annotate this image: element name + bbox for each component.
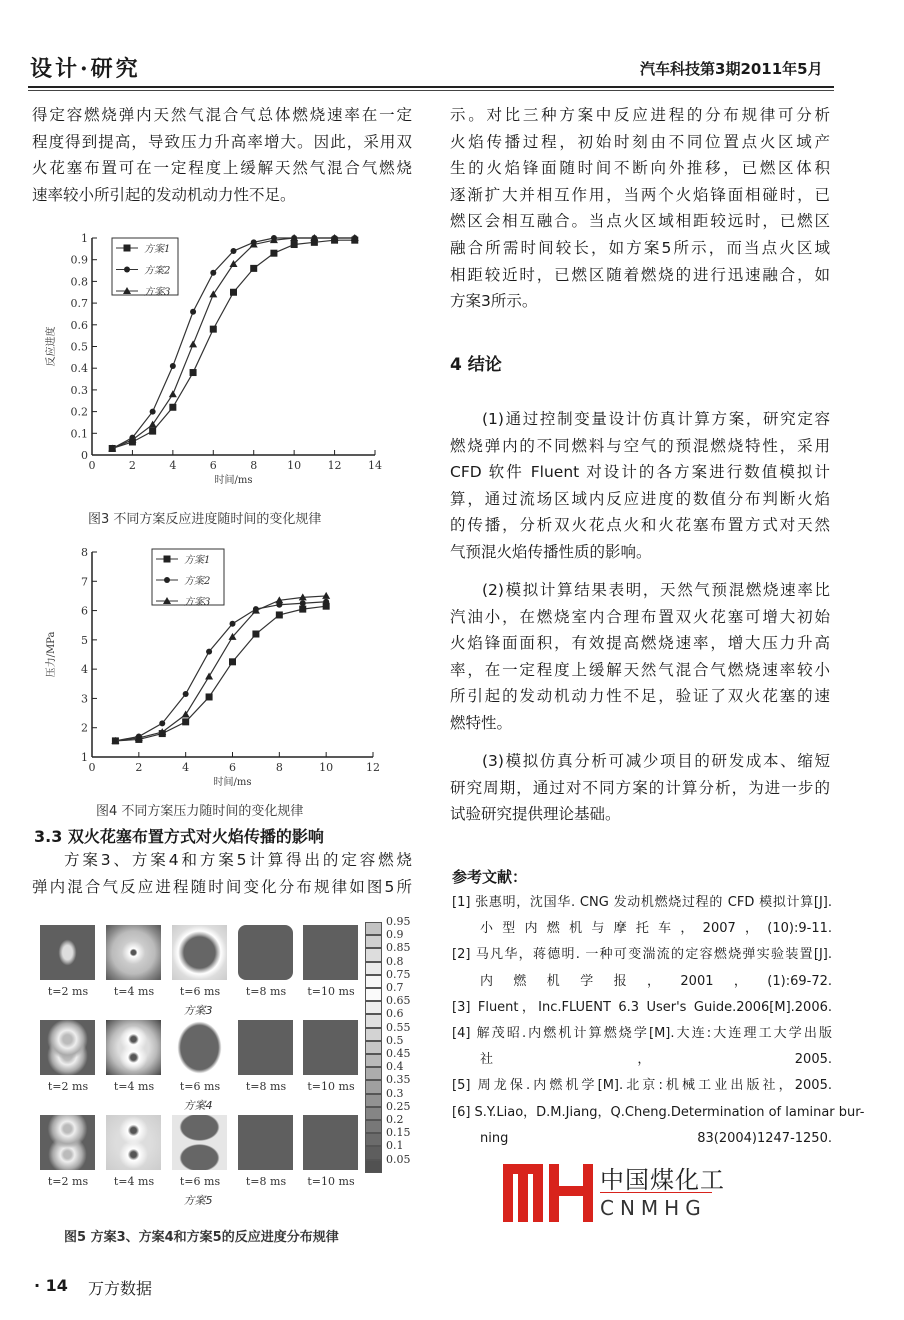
y-tick-label: 0.5 <box>70 340 88 354</box>
y-axis-label: 压力/MPa <box>46 631 57 678</box>
colorbar-swatch <box>365 975 382 988</box>
circle-marker <box>190 309 196 315</box>
conclusion-1 <box>450 406 830 566</box>
time-label: t=10 ms <box>307 1080 355 1093</box>
y-tick-label: 0.2 <box>70 405 88 419</box>
square-marker <box>210 326 217 333</box>
text-line: (2)模拟计算结果表明，天然气预混燃烧速率比 <box>482 581 830 599</box>
time-label: t=6 ms <box>179 1175 221 1188</box>
colorbar-swatch <box>365 1160 382 1173</box>
colorbar-swatch <box>365 1001 382 1014</box>
circle-marker <box>159 720 165 726</box>
text-line: 示。对比三种方案中反应进程的分布规律可分析 <box>450 106 830 124</box>
circle-marker <box>300 600 306 606</box>
reference-line: [4] 解茂昭.内燃机计算燃烧学[M].大连:大连理工大学出版 <box>452 1025 832 1041</box>
text-line: 生的火焰锋面随时间不断向外推移，已燃区体积 <box>450 159 830 178</box>
colorbar-label: 0.3 <box>386 1086 404 1100</box>
reaction-contour-方案4-t=2 ms <box>40 1020 95 1075</box>
reaction-contour-方案5-t=4 ms <box>106 1115 161 1170</box>
y-tick-label: 0.7 <box>70 297 88 311</box>
header-divider <box>28 86 834 88</box>
triangle-marker <box>205 672 213 679</box>
y-axis-label: 反应进度 <box>46 326 57 367</box>
reaction-progress-chart <box>45 225 390 495</box>
scheme-label: 方案4 <box>183 1099 213 1112</box>
y-tick-label: 6 <box>81 604 88 618</box>
x-axis-label: 时间/ms <box>214 475 253 486</box>
x-tick-label: 6 <box>229 761 236 774</box>
triangle-marker <box>209 290 217 297</box>
reaction-contour-方案3-t=6 ms <box>172 925 227 980</box>
y-tick-label: 0.1 <box>70 427 88 441</box>
reaction-contour-方案5-t=6 ms <box>172 1115 227 1170</box>
text-line: 率，在一定程度上缓解天然气混合气燃烧速率较小 <box>450 660 830 679</box>
colorbar-label: 0.75 <box>386 967 411 981</box>
reference-line: [6] S.Y.Liao，D.M.Jiang，Q.Cheng.Determination of laminar bur- <box>452 1104 865 1120</box>
reaction-contour-方案4-t=6 ms <box>172 1020 227 1075</box>
right-paragraph-1 <box>450 102 830 315</box>
x-tick-label: 12 <box>366 761 380 774</box>
square-marker <box>164 556 171 563</box>
square-marker <box>270 250 277 257</box>
time-label: t=2 ms <box>47 1080 89 1093</box>
square-marker <box>124 245 131 252</box>
text-line: 相距较近时，已燃区随着燃烧的进行迅速融合，如 <box>450 265 830 284</box>
watermark-divider <box>600 1192 712 1193</box>
text-line: 燃特性。 <box>450 713 513 732</box>
page-number: · 14 <box>34 1276 68 1295</box>
colorbar-label: 0.35 <box>386 1073 411 1087</box>
circle-marker <box>124 267 130 273</box>
time-label: t=8 ms <box>245 1080 287 1093</box>
reference-line: [1] 张惠明，沈国华. CNG 发动机燃烧过程的 CFD 模拟计算[J]. <box>452 895 832 910</box>
colorbar-swatch <box>365 962 382 975</box>
colorbar-label: 0.65 <box>386 994 411 1008</box>
time-label: t=6 ms <box>179 1080 221 1093</box>
reaction-contour-方案3-t=4 ms <box>106 925 161 980</box>
colorbar-swatch <box>365 1107 382 1120</box>
square-marker <box>250 265 257 272</box>
y-tick-label: 0.9 <box>70 253 88 267</box>
time-label: t=4 ms <box>113 985 155 998</box>
text-line: 火花塞布置可在一定程度上缓解天然气混合气燃烧 <box>32 159 412 178</box>
colorbar-swatch <box>365 1054 382 1067</box>
legend-label: 方案1 <box>184 555 211 566</box>
circle-marker <box>183 691 189 697</box>
x-tick-label: 12 <box>327 459 342 472</box>
left-paragraph-1 <box>32 102 412 208</box>
reaction-contour-方案3-t=10 ms <box>303 925 358 980</box>
reaction-contour-方案5-t=8 ms <box>238 1115 293 1170</box>
circle-marker <box>231 248 237 254</box>
colorbar-label: 0.5 <box>386 1033 404 1047</box>
text-line: 气预混火焰传播性质的影响。 <box>450 542 652 561</box>
y-tick-label: 8 <box>81 546 88 559</box>
y-tick-label: 1 <box>81 232 88 245</box>
reference-line: [5] 周龙保.内燃机学[M].北京:机械工业出版社，2005. <box>452 1078 832 1094</box>
circle-marker <box>170 363 176 369</box>
x-tick-label: 2 <box>128 459 136 472</box>
time-label: t=4 ms <box>113 1175 155 1188</box>
figure-3-caption: 图3 不同方案反应进度随时间的变化规律 <box>88 512 322 527</box>
x-tick-label: 10 <box>287 459 302 472</box>
section-title: 设计·研究 <box>30 56 141 82</box>
reference-line: [3] Fluent，Inc.FLUENT 6.3 User's Guide.2006[M].2006. <box>452 999 832 1015</box>
circle-marker <box>206 649 212 655</box>
text-line: 燃区会相互融合。当点火区域相距较远时，已燃区 <box>450 212 830 231</box>
square-marker <box>230 289 237 296</box>
circle-marker <box>164 577 170 583</box>
colorbar-swatch <box>365 1067 382 1080</box>
square-marker <box>252 631 259 638</box>
time-label: t=8 ms <box>245 985 287 998</box>
header-divider-thin <box>28 90 834 91</box>
text-line: 火焰锋面面积，有效提高燃烧速率，增大压力升高 <box>450 634 830 653</box>
conclusion-heading: 4 结论 <box>450 355 502 375</box>
text-line: 方案3、方案4和方案5计算得出的定容燃烧 <box>64 851 412 869</box>
figure-5-caption: 图5 方案3、方案4和方案5的反应进度分布规律 <box>64 1230 339 1245</box>
reaction-contour-方案3-t=8 ms <box>238 925 293 980</box>
references-heading: 参考文献： <box>452 868 528 886</box>
colorbar-label: 0.1 <box>386 1139 404 1153</box>
reference-line: 小型内燃机与摩托车，2007，(10):9-11. <box>480 921 832 937</box>
mh-logo-icon <box>503 1160 595 1222</box>
triangle-marker <box>322 592 330 599</box>
watermark-en: CNMHG <box>600 1196 707 1220</box>
reaction-contour-方案5-t=10 ms <box>303 1115 358 1170</box>
reference-line: [2] 马凡华，蒋德明. 一种可变湍流的定容燃烧弹实验装置[J]. <box>452 947 832 963</box>
x-axis-label: 时间/ms <box>213 777 252 788</box>
colorbar-swatch <box>365 988 382 1001</box>
colorbar-label: 0.45 <box>386 1047 411 1060</box>
colorbar-label: 0.2 <box>386 1113 404 1126</box>
legend-label: 方案3 <box>144 287 171 298</box>
conclusion-2 <box>450 577 830 737</box>
figure-4-caption: 图4 不同方案压力随时间的变化规律 <box>96 804 304 819</box>
reaction-contour-方案4-t=10 ms <box>303 1020 358 1075</box>
circle-marker <box>150 409 156 415</box>
text-line: 弹内混合气反应进程随时间变化分布规律如图5所 <box>32 877 412 896</box>
text-line: CFD 软件 Fluent 对设计的各方案进行数值模拟计 <box>450 463 830 482</box>
circle-marker <box>210 270 216 276</box>
text-line: 汽油小，在燃烧室内合理布置双火花塞可增大初始 <box>450 607 830 626</box>
y-tick-label: 0 <box>81 449 88 462</box>
time-label: t=2 ms <box>47 1175 89 1188</box>
square-marker <box>276 611 283 618</box>
reference-line: ning 83(2004)1247-1250. <box>480 1130 832 1146</box>
colorbar-label: 0.55 <box>386 1020 411 1034</box>
square-marker <box>229 658 236 665</box>
colorbar-swatch <box>365 1041 382 1054</box>
references-list <box>452 890 865 1152</box>
series-line-1 <box>115 606 326 741</box>
y-tick-label: 0.6 <box>70 318 88 332</box>
left-paragraph-2 <box>32 847 412 900</box>
reaction-contour-方案4-t=4 ms <box>106 1020 161 1075</box>
square-marker <box>291 241 298 248</box>
y-tick-label: 0.3 <box>70 383 88 397</box>
text-line: 逐渐扩大并相互作用，当两个火焰锋面相碰时，已 <box>450 185 830 204</box>
x-tick-label: 10 <box>319 761 334 774</box>
x-tick-label: 2 <box>135 761 143 774</box>
text-line: 得定容燃烧弹内天然气混合气总体燃烧速率在一定 <box>32 106 412 124</box>
time-label: t=10 ms <box>307 985 355 998</box>
scheme-label: 方案5 <box>183 1194 213 1207</box>
colorbar-label: 0.15 <box>386 1126 411 1140</box>
reference-line: 社，2005. <box>480 1052 832 1068</box>
text-line: 所引起的发动机动力性不足，验证了双火花塞的速 <box>450 687 830 706</box>
text-line: 火焰传播过程，初始时刻由不同位置点火区域产 <box>450 132 830 151</box>
square-marker <box>149 428 156 435</box>
triangle-marker <box>169 390 177 397</box>
conclusion-3 <box>450 748 830 828</box>
x-tick-label: 6 <box>209 459 217 472</box>
y-tick-label: 4 <box>81 663 88 677</box>
colorbar-label: 0.95 <box>386 915 411 928</box>
text-line: 融合所需时间较长，如方案5所示，而当点火区域 <box>450 238 830 257</box>
text-line: 的传播，分析双火花点火和火花塞布置方式对天然 <box>450 516 830 535</box>
text-line: 研究周期，通过对不同方案的计算分析，为进一步的 <box>450 778 830 797</box>
colorbar-swatch <box>365 1014 382 1027</box>
y-tick-label: 0.4 <box>70 362 88 376</box>
text-line: 方案3所示。 <box>450 292 538 311</box>
square-marker <box>190 369 197 376</box>
reaction-contour-方案4-t=8 ms <box>238 1020 293 1075</box>
colorbar-swatch <box>365 922 382 935</box>
time-label: t=10 ms <box>307 1175 355 1188</box>
square-marker <box>169 404 176 411</box>
series-line-3 <box>115 596 326 741</box>
y-tick-label: 7 <box>81 575 88 589</box>
colorbar-swatch <box>365 1080 382 1093</box>
journal-issue: 汽车科技第3期2011年5月 <box>640 60 823 78</box>
y-tick-label: 1 <box>81 751 88 764</box>
y-tick-label: 3 <box>81 692 88 706</box>
text-line: 速率较小所引起的发动机动力性不足。 <box>32 185 296 204</box>
x-tick-label: 0 <box>88 761 96 774</box>
time-label: t=4 ms <box>113 1080 155 1093</box>
triangle-marker <box>182 711 190 718</box>
x-tick-label: 8 <box>250 459 258 472</box>
y-tick-label: 0.8 <box>70 275 88 289</box>
colorbar-swatch <box>365 1133 382 1146</box>
y-tick-label: 2 <box>81 721 88 735</box>
colorbar-swatch <box>365 1094 382 1107</box>
time-label: t=8 ms <box>245 1175 287 1188</box>
legend-label: 方案3 <box>184 597 211 608</box>
text-line: (1)通过控制变量设计仿真计算方案，研究定容 <box>482 410 830 428</box>
y-tick-label: 5 <box>81 633 88 647</box>
section-3-3-heading: 3.3 双火花塞布置方式对火焰传播的影响 <box>34 827 324 846</box>
colorbar-label: 0.7 <box>386 981 404 994</box>
cnmhg-logo <box>503 1160 595 1222</box>
watermark-cn: 中国煤化工 <box>600 1166 725 1194</box>
legend-label: 方案1 <box>144 244 171 255</box>
text-line: 算，通过流场区域内反应进度的数值分布判断火焰 <box>450 489 830 508</box>
x-tick-label: 0 <box>88 459 96 472</box>
series-line-2 <box>115 602 326 741</box>
reaction-contour-方案5-t=2 ms <box>40 1115 95 1170</box>
colorbar-swatch <box>365 1028 382 1041</box>
square-marker <box>182 718 189 725</box>
colorbar-label: 0.8 <box>386 954 404 968</box>
colorbar-label: 0.9 <box>386 928 404 942</box>
text-line: 试验研究提供理论基础。 <box>450 805 621 824</box>
square-marker <box>299 606 306 613</box>
reference-line: 内燃机学报，2001，(1):69-72. <box>480 973 832 989</box>
colorbar-label: 0.25 <box>386 1099 411 1113</box>
time-label: t=2 ms <box>47 985 89 998</box>
time-label: t=6 ms <box>179 985 221 998</box>
x-tick-label: 4 <box>182 761 190 774</box>
reaction-contour-方案3-t=2 ms <box>40 925 95 980</box>
circle-marker <box>230 621 236 627</box>
colorbar-swatch <box>365 935 382 948</box>
scheme-label: 方案3 <box>183 1004 213 1017</box>
colorbar-label: 0.85 <box>386 941 411 955</box>
triangle-marker <box>149 421 157 428</box>
legend-label: 方案2 <box>184 576 211 587</box>
source-label: 万方数据 <box>88 1279 153 1298</box>
square-marker <box>206 693 213 700</box>
colorbar-label: 0.4 <box>386 1060 404 1074</box>
x-tick-label: 4 <box>169 459 177 472</box>
triangle-marker <box>189 340 197 347</box>
legend-label: 方案2 <box>144 265 171 277</box>
colorbar-label: 0.6 <box>386 1007 404 1021</box>
colorbar-swatch <box>365 948 382 961</box>
colorbar-swatch <box>365 1120 382 1133</box>
text-line: 燃烧弹内的不同燃料与空气的预混燃烧特性，采用 <box>450 436 830 455</box>
pressure-chart <box>45 540 390 798</box>
text-line: 程度得到提高，导致压力升高率增大。因此，采用双 <box>32 132 412 151</box>
x-tick-label: 14 <box>368 459 382 472</box>
x-tick-label: 8 <box>275 761 283 774</box>
circle-marker <box>323 599 329 605</box>
colorbar-swatch <box>365 1146 382 1159</box>
colorbar-label: 0.05 <box>386 1152 411 1166</box>
text-line: (3)模拟仿真分析可减少项目的研发成本、缩短 <box>482 752 830 770</box>
